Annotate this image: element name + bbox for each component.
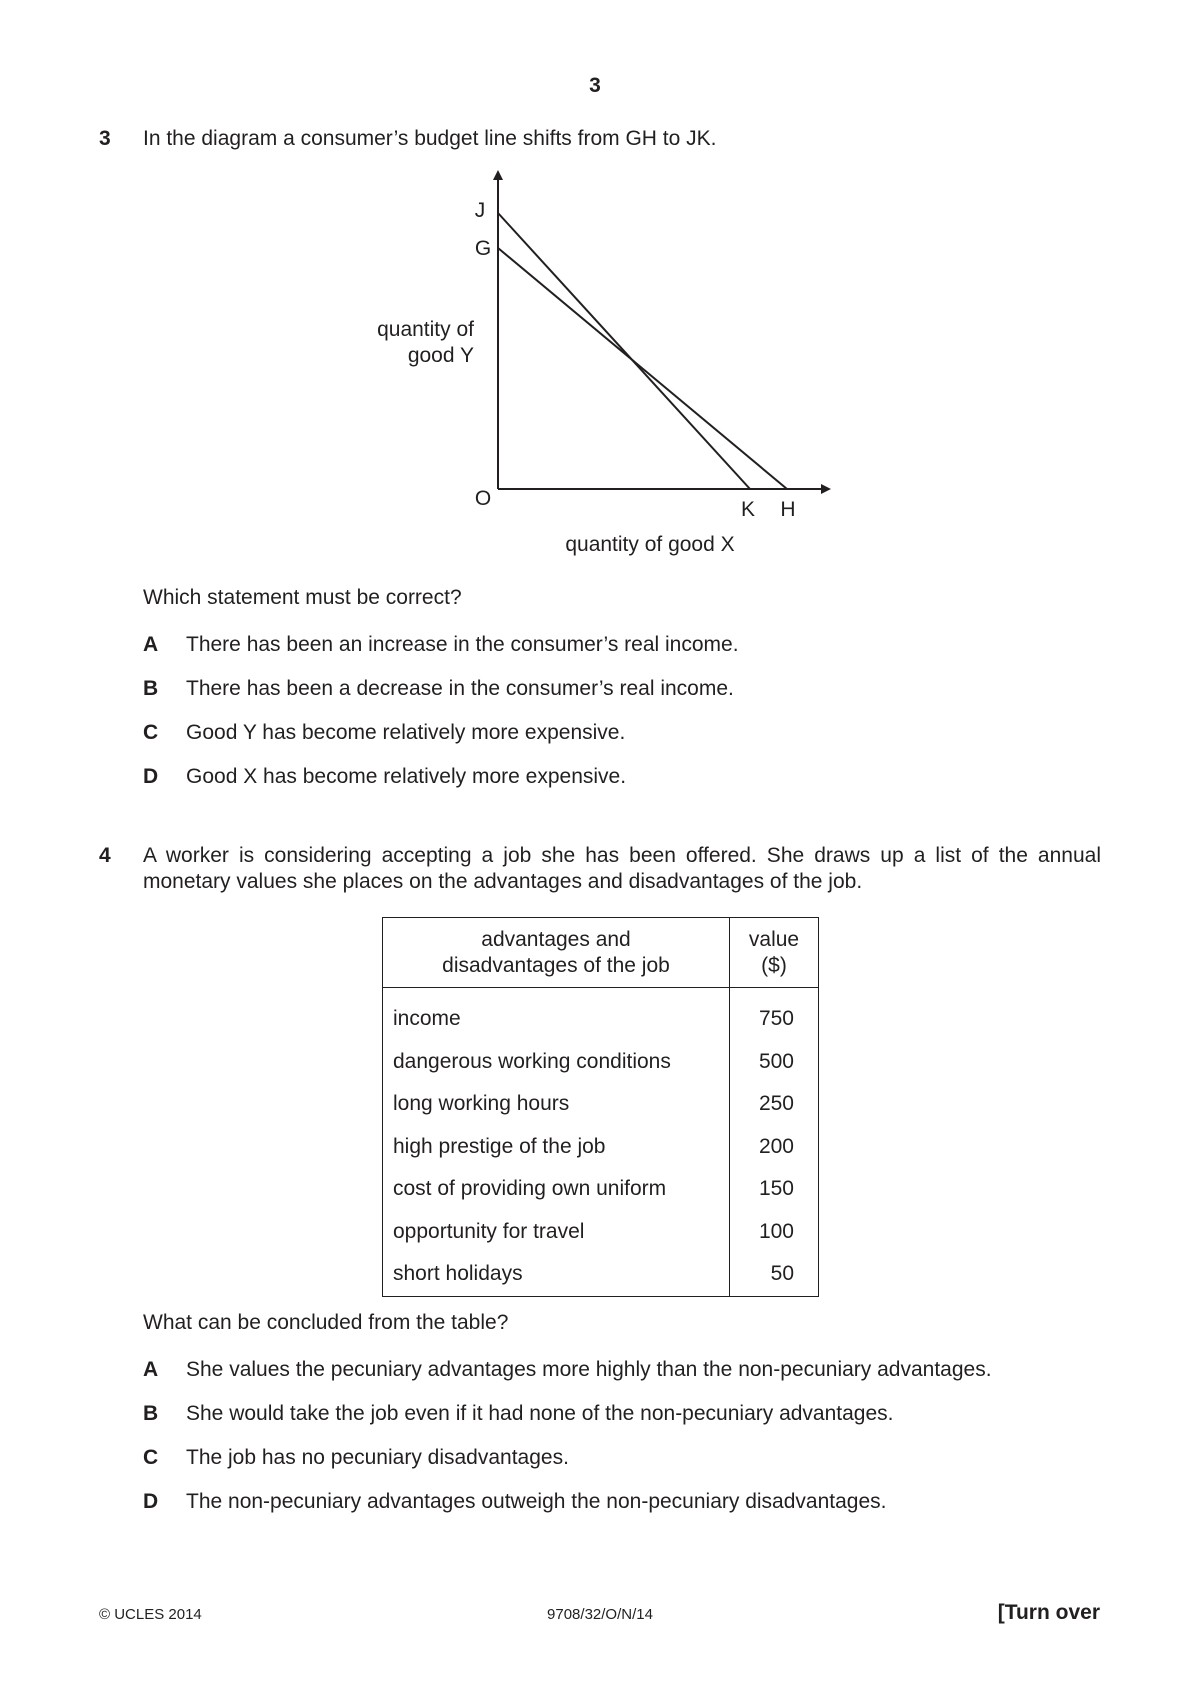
table-row [383, 988, 819, 1041]
q3-option-b-letter: B [143, 677, 159, 700]
q4-option-a-letter: A [143, 1358, 159, 1381]
row-item: dangerous working conditions [383, 1041, 730, 1084]
table-row [383, 1041, 819, 1084]
budget-line-jk [498, 213, 750, 489]
question-4-stem [143, 843, 1101, 895]
origin-label: O [474, 487, 492, 510]
question-4-prompt: What can be concluded from the table? [143, 1311, 509, 1334]
turn-over-label: [Turn over [997, 1601, 1100, 1624]
row-value: 500 [730, 1041, 819, 1084]
q3-option-c-letter: C [143, 721, 159, 744]
q3-option-b-text: There has been a decrease in the consumer’s real income. [186, 677, 734, 700]
job-values-table [382, 917, 819, 1297]
row-item: opportunity for travel [383, 1211, 730, 1254]
question-4-stem-line1: A worker is considering accepting a job she has been offered. She draws up a list of the annual [143, 844, 1101, 867]
header-advantages-line2: disadvantages of the job [442, 953, 670, 977]
q4-option-c-text: The job has no pecuniary disadvantages. [186, 1446, 569, 1469]
row-item: income [383, 988, 730, 1041]
q3-option-c-text: Good Y has become relatively more expensive. [186, 721, 626, 744]
header-value-line1: value [748, 927, 800, 951]
q4-option-b-text: She would take the job even if it had none of the non-pecuniary advantages. [186, 1402, 894, 1425]
table-row [383, 1126, 819, 1169]
question-3-number: 3 [99, 127, 111, 150]
footer-copyright: © UCLES 2014 [99, 1606, 202, 1623]
table-row [383, 1253, 819, 1296]
point-g-label: G [474, 237, 492, 260]
table-header-row [383, 918, 819, 988]
table-row [383, 1211, 819, 1254]
question-3-prompt: Which statement must be correct? [143, 586, 462, 609]
q3-option-a-letter: A [143, 633, 159, 656]
q3-option-a-text: There has been an increase in the consumer’s real income. [186, 633, 739, 656]
budget-line-gh [498, 248, 787, 489]
row-value: 50 [730, 1253, 819, 1296]
x-axis-label: quantity of good X [565, 533, 735, 556]
q4-option-d-letter: D [143, 1490, 159, 1513]
header-advantages-line1: advantages and [481, 927, 631, 951]
row-item: long working hours [383, 1083, 730, 1126]
row-value: 150 [730, 1168, 819, 1211]
row-value: 100 [730, 1211, 819, 1254]
page-number: 3 [589, 74, 601, 97]
header-value-line2: ($) [761, 953, 787, 977]
table-row [383, 1168, 819, 1211]
table-row [383, 1083, 819, 1126]
q4-option-a-text: She values the pecuniary advantages more highly than the non-pecuniary advantages. [186, 1358, 992, 1381]
q3-option-d-text: Good X has become relatively more expensive. [186, 765, 627, 788]
footer-paper-code: 9708/32/O/N/14 [547, 1606, 653, 1623]
y-axis-label-line1: quantity of [377, 318, 474, 341]
point-k-label: K [740, 498, 756, 521]
y-axis-label-line2: good Y [407, 344, 474, 367]
question-4-stem-line2: monetary values she places on the advantages and disadvantages of the job. [143, 870, 863, 893]
row-value: 750 [730, 988, 819, 1041]
q4-option-c-letter: C [143, 1446, 159, 1469]
point-j-label: J [474, 199, 486, 222]
q4-option-b-letter: B [143, 1402, 159, 1425]
question-3-stem: In the diagram a consumer’s budget line shifts from GH to JK. [143, 127, 717, 150]
q4-option-d-text: The non-pecuniary advantages outweigh the non-pecuniary disadvantages. [186, 1490, 887, 1513]
budget-line-diagram-svg [330, 165, 850, 565]
header-advantages [383, 918, 730, 988]
row-item: short holidays [383, 1253, 730, 1296]
q3-option-d-letter: D [143, 765, 159, 788]
row-item: cost of providing own uniform [383, 1168, 730, 1211]
row-value: 250 [730, 1083, 819, 1126]
row-value: 200 [730, 1126, 819, 1169]
question-4-number: 4 [99, 844, 111, 867]
budget-line-diagram [330, 165, 850, 565]
header-value [730, 918, 819, 988]
row-item: high prestige of the job [383, 1126, 730, 1169]
point-h-label: H [780, 498, 796, 521]
